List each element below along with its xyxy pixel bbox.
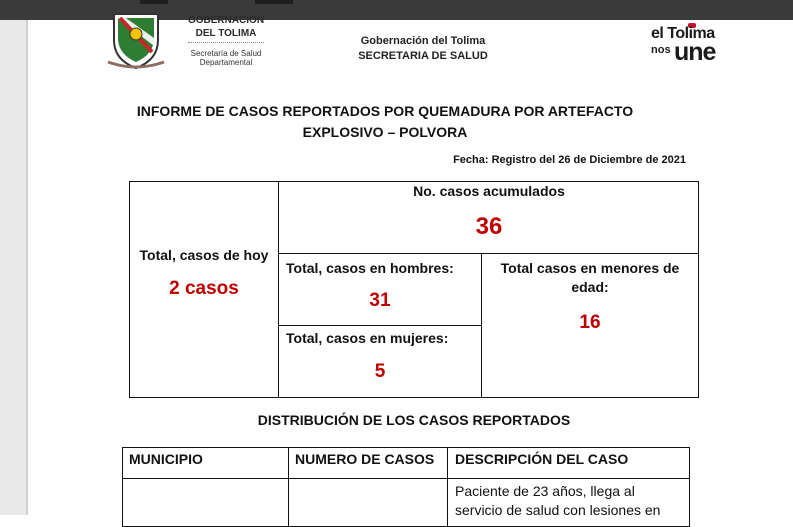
female-cases-value: 5 — [374, 361, 386, 382]
gov-line-2: DEL TOLIMA — [195, 28, 257, 39]
minor-cases-label-line-1: Total casos en menores de — [500, 260, 680, 276]
cumulative-cases-value: 36 — [475, 213, 503, 240]
el-tolima-logo — [648, 22, 732, 66]
header-center-line-1: Gobernación del Tolima — [360, 35, 486, 47]
gov-sub-line-2: Departamental — [199, 58, 253, 67]
report-title-line-1: INFORME DE CASOS REPORTADOS POR QUEMADURA POR ARTEFACTO — [136, 103, 634, 119]
cases-today-label: Total, casos de hoy — [139, 247, 269, 263]
column-header-municipio: MUNICIPIO — [129, 451, 203, 467]
cumulative-cases-label: No. casos acumulados — [413, 183, 565, 199]
coat-of-arms-icon — [106, 12, 166, 70]
gov-divider — [188, 42, 264, 43]
header-center — [330, 34, 516, 64]
column-header-descripcion: DESCRIPCIÓN DEL CASO — [455, 451, 629, 467]
female-cases-label: Total, casos en mujeres: — [286, 330, 449, 346]
logo-nos: nos — [651, 44, 671, 56]
row-descripcion — [455, 482, 687, 520]
summary-divider-h1 — [278, 253, 699, 254]
distribution-header-divider — [122, 478, 690, 479]
male-cases-label: Total, casos en hombres: — [286, 260, 454, 276]
viewer-left-gutter — [0, 20, 28, 515]
toolbar-block — [140, 0, 168, 4]
distribution-col-divider-1 — [288, 447, 289, 527]
minor-cases-label — [482, 259, 698, 297]
column-header-numero-casos: NUMERO DE CASOS — [295, 451, 435, 467]
distribution-title: DISTRIBUCIÓN DE LOS CASOS REPORTADOS — [257, 412, 571, 428]
cases-today-value: 2 casos — [169, 278, 239, 299]
male-cases-value: 31 — [369, 290, 391, 311]
gov-sub-line-1: Secretaría de Salud — [190, 49, 262, 58]
minor-cases-label-line-2: edad: — [571, 279, 609, 295]
logo-el-tolima: el Tolima — [651, 25, 715, 42]
report-title — [130, 101, 640, 143]
toolbar-block — [255, 0, 293, 4]
gov-name — [185, 14, 267, 40]
row-descripcion-line-2: servicio de salud con lesiones en — [455, 502, 661, 518]
report-title-line-2: EXPLOSIVO – POLVORA — [302, 124, 468, 140]
gov-subtitle — [185, 49, 267, 67]
distribution-col-divider-2 — [447, 447, 448, 527]
gov-line-1: GOBERNACIÓN — [187, 15, 265, 26]
report-date: Fecha: Registro del 26 de Diciembre de 2021 — [453, 154, 686, 166]
header-center-line-2: SECRETARIA DE SALUD — [358, 50, 488, 62]
row-descripcion-line-1: Paciente de 23 años, llega al — [455, 483, 635, 499]
logo-une: une — [674, 38, 716, 66]
minor-cases-value: 16 — [579, 312, 601, 333]
summary-divider-h2 — [278, 325, 482, 326]
